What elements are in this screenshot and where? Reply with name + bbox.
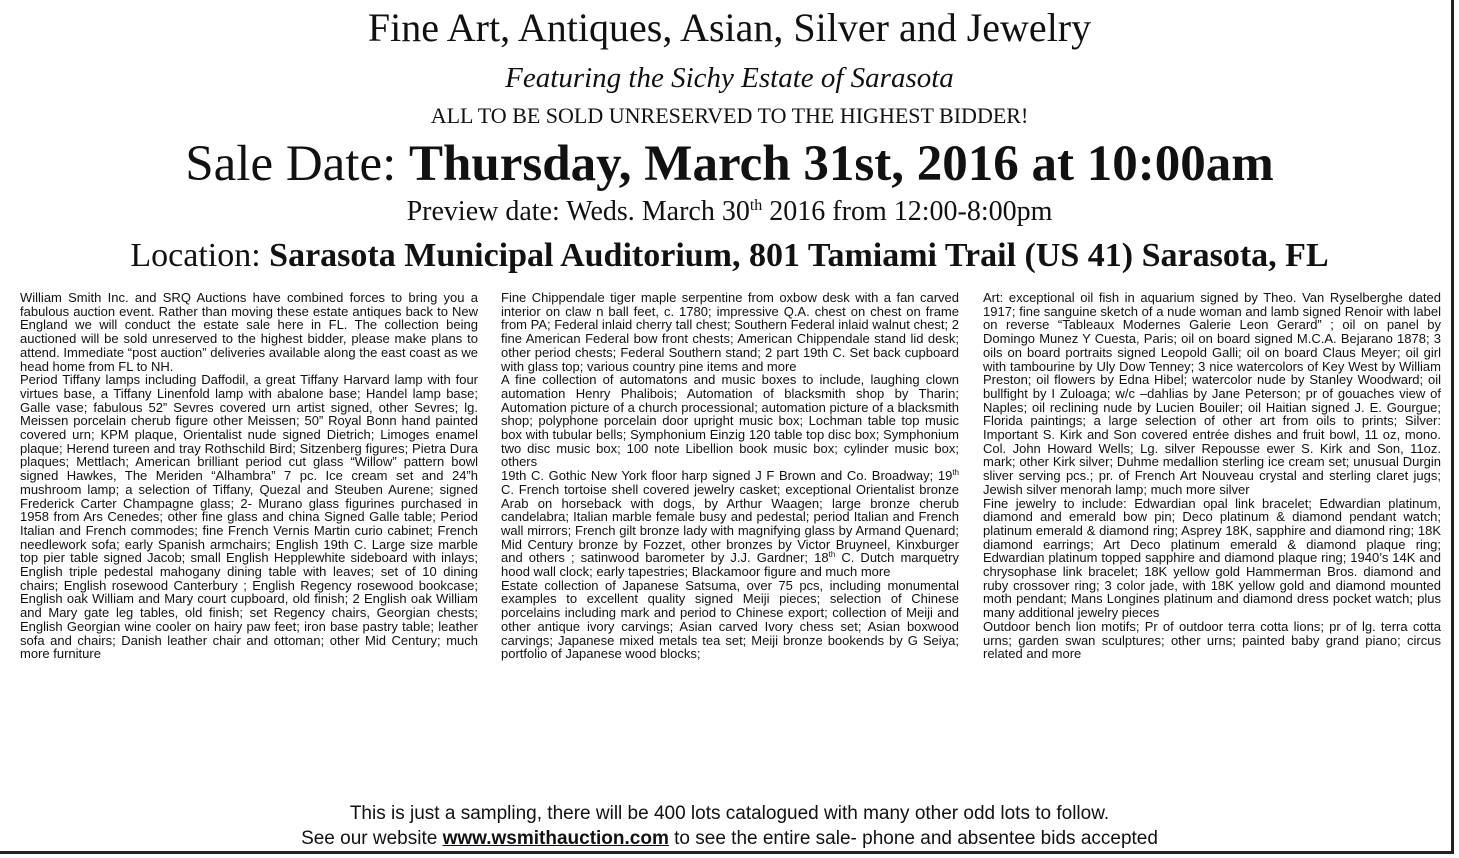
bronzes-paragraph xyxy=(501,469,959,579)
website-link[interactable]: www.wsmithauction.com xyxy=(442,828,669,849)
column-3 xyxy=(983,291,1441,791)
footer-website-pre: See our website xyxy=(301,828,443,849)
ordinal-suffix: th xyxy=(952,468,959,478)
bronzes-text-a: 19th C. Gothic New York floor harp signed J F Brown and Co. Broadway; 19 xyxy=(501,468,953,484)
sale-date-value: Thursday, March 31st, 2016 at 10:00am xyxy=(409,136,1274,192)
sale-date xyxy=(0,134,1459,194)
preview-date-rest: 2016 from 12:00-8:00pm xyxy=(762,196,1053,227)
bronzes-text-c: C. Dutch marquetry hood wall clock; early tapestries; Blackamoor figure and much more xyxy=(501,550,959,580)
sale-date-label: Sale Date: xyxy=(185,136,410,192)
preview-date-text: Preview date: Weds. March 30 xyxy=(406,196,750,227)
automatons-paragraph: A fine collection of automatons and music boxes to include, laughing clown automation Henry Phalibois; Automation of blacksmith shop by Tharin; Automation picture of a church processional; automation picture of a blacksmith shop; polyphone porcelain door upright music box; Lochman table top music box with tubular bells; Symphonium Einzig 120 table top disc box; Symphonium two disc music box; 100 note Libellion book music box; cylinder music box; others xyxy=(501,372,959,470)
preview-date xyxy=(0,194,1459,230)
outdoor-paragraph: Outdoor bench lion motifs; Pr of outdoor terra cotta lions; pr of lg. terra cotta urns; garden swan sculptures; other urns; painted baby grand piano; circus related and more xyxy=(983,618,1441,662)
unreserved-notice: ALL TO BE SOLD UNRESERVED TO THE HIGHEST BIDDER! xyxy=(430,103,1029,128)
ordinal-suffix: th xyxy=(828,550,836,560)
footer-website-line xyxy=(0,827,1459,851)
jewelry-paragraph: Fine jewelry to include: Edwardian opal link bracelet; Edwardian platinum, diamond and emerald bow pin; Deco platinum & diamond pendant watch; platinum emerald & diamond ring; Asprey 18K, sapphire and diamond ring; 18K diamond earrings; Art Deco platinum emerald & diamond plaque ring; Edwardian platinum topped sapphire and diamond plaque ring; 1940’s 14K and chrysophase link bracelet; 18K yellow gold Hammerman Bros. diamond and ruby crossover ring; 3 color jade, with 18K yellow gold and diamond mounted moth pendant; Mans Longines platinum and diamond dress pocket watch; plus many additional jewelry pieces xyxy=(983,495,1441,621)
column-2 xyxy=(501,291,959,791)
footer-website-post: to see the entire sale- phone and absentee bids accepted xyxy=(668,828,1158,849)
intro-paragraph: William Smith Inc. and SRQ Auctions have combined forces to bring you a fabulous auction event. Rather than moving these estate antiques back to New England we will conduct the estate sale here in FL. The collection being auctioned will be sold unreserved to the highest bidder, please make plans to attend. Immediate “post auction” deliveries available along the east coast as we head home from FL to NH. xyxy=(20,291,478,374)
footer-sampling-note: This is just a sampling, there will be 400 lots catalogued with many other odd lots to follow. xyxy=(349,803,1110,824)
location-label: Location: xyxy=(130,237,270,274)
preview-date-suffix: th xyxy=(749,197,763,214)
location xyxy=(0,234,1459,278)
american-furniture-paragraph: Fine Chippendale tiger maple serpentine from oxbow desk with a fan carved interior on claw n ball feet, c. 1780; impressive Q.A. chest on chest on frame from PA; Federal inlaid cherry tall chest; Southern Federal inlaid walnut chest; 2 fine American Federal bow front chests; American Chippendale stand lid desk; other period chests; Federal Southern stand; 2 part 19th C. Set back cupboard with glass top; various country pine items and more xyxy=(501,291,959,374)
column-1 xyxy=(20,291,478,791)
art-silver-paragraph: Art: exceptional oil fish in aquarium signed by Theo. Van Ryselberghe dated 1917; fine sanguine sketch of a nude woman and lamb signed Renoir with label on reverse “Tableaux Modernes Galerie Leon Gerard” ; oil on panel by Domingo Munez Y Cuesta, Paris; oil on board signed M.C.A. Bejarano 1878; 3 oils on board portraits signed Leopold Galli; oil on board Claus Meyer; oil girl with tambourine by Uly Dow Tenney; 3 nice watercolors of Key West by William Preston; oil flowers by Edna Hibel; watercolor nude by Stanley Woodward; oil bullfight by I Zuloaga; w/c –dahlias by Jane Peterson; pr of gouaches view of Naples; oil reclining nude by Lucien Bouiler; oil Haitian signed J. E. Gourgue; Florida paintings; a large selection of other art from oils to prints; Silver: Important S. Kirk and Son covered entrée dishes and fruit bowl, 11 oz, mono. Col. John Howard Wells; Lg. silver Repousse ewer S. Kirk and Son, 11oz. mark; other Kirk silver; Duhme medallion sterling ice cream set; unusual Durgin sliver serving pcs.; pr. of French Art Nouveau crystal and sterling claret jugs; Jewish silver menorah lamp; much more silver xyxy=(983,291,1441,497)
bronzes-text-b: C. French tortoise shell covered jewelry casket; exceptional Orientalist bronze Arab on horseback with dogs, by Arthur Waagen; large bronze cherub candelabra; Italian marble female busy and pedestal; period Italian and French wall mirrors; French gilt bronze lady with magnifying glass by Armand Quenard; Mid Century bronze by Fozzet, other bronzes by Victor Bruyneel, Kinxburger and others ; satinwood barometer by J.J. Gardner; 18 xyxy=(501,481,959,566)
ad-title: Fine Art, Antiques, Asian, Silver and Jewelry xyxy=(367,5,1092,50)
location-value: Sarasota Municipal Auditorium, 801 Tamiami Trail (US 41) Sarasota, FL xyxy=(269,237,1329,274)
lamps-furniture-paragraph: Period Tiffany lamps including Daffodil, a great Tiffany Harvard lamp with four virtues base, a Tiffany Linenfold lamp with abalone base; Handel lamp base; Galle vase; fabulous 52” Sevres covered urn artist signed, other Sevres; lg. Meissen porcelain cherub figure other Meissen; 50” Royal Bonn hand painted covered urn; KPM plaque, Orientalist nude signed Dietrich; Limoges enamel plaque; Herend tureen and tray Rothschild Bird; Sitzenberg figures; Pietra Dura plaques; Mettlach; American brilliant period cut glass “Willow” pattern bowl signed Hawkes, The Meriden “Alhambra” 7 pc. Ice cream set and 24”h mushroom lamp; a selection of Tiffany, Quezal and Steuben Aurene; signed Frederick Carter Champagne glass; 2- Murano glass figurines purchased in 1958 from Ars Cenedes; other fine glass and china Signed Galle table; Period Italian and French commodes; fine French Vernis Martin curio cabinet; French needlework sofa; early Spanish armchairs; English 19th C. Large size marble top pier table signed Jacob; small English Hepplewhite sideboard with inlays; English triple pedestal mahogany dining table with leaves; set of 10 dining chairs; English rosewood Canterbury ; English Regency rosewood bookcase; English oak William and Mary court cupboard, old finish; 2 English oak William and Mary gate leg tables, old finish; set Regency chairs, Georgian chests; English Georgian wine cooler on hairy paw feet; iron base pastry table; leather sofa and chairs; Danish leather chair and ottoman; other Mid Century; much more furniture xyxy=(20,372,478,662)
asian-paragraph: Estate collection of Japanese Satsuma, over 75 pcs, including monumental examples to excellent quality signed Meiji pieces; selection of Chinese porcelains including mark and period to Chinese export; collection of Meiji and other antique ivory carvings; Asian carved Ivory chess set; Asian boxwood carvings; Japanese mixed metals tea set; Meiji bronze bookends by G Seiya; portfolio of Japanese wood blocks; xyxy=(501,577,959,662)
ad-subtitle: Featuring the Sichy Estate of Sarasota xyxy=(505,62,954,94)
